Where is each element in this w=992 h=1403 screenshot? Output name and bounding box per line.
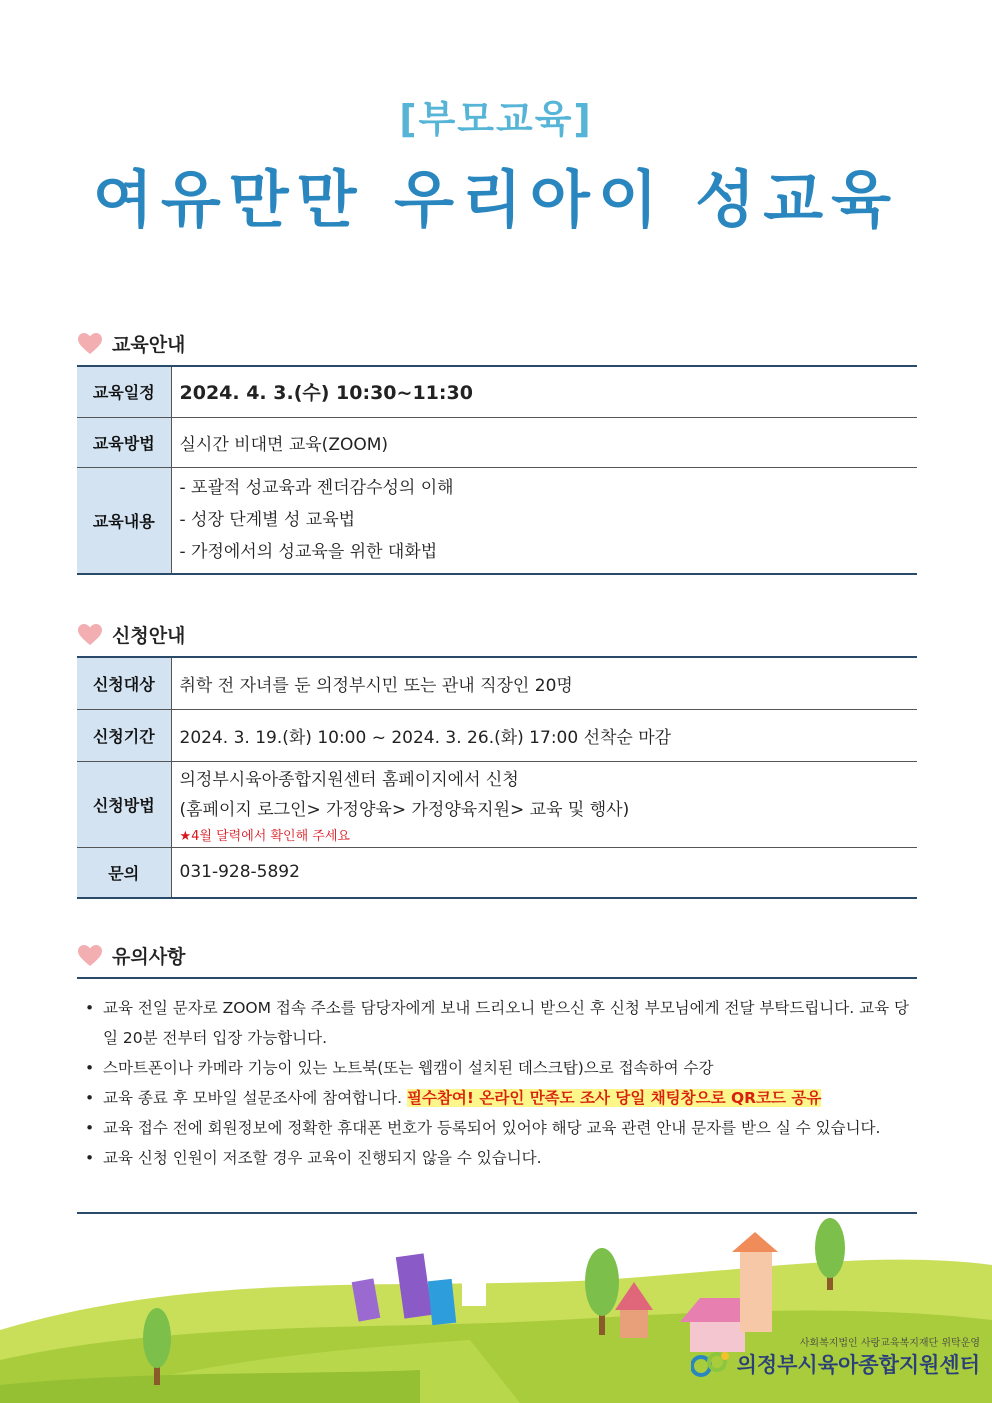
education-method: 실시간 비대면 교육(ZOOM) — [171, 417, 917, 467]
table-row — [77, 366, 917, 417]
row-label: 문의 — [77, 847, 171, 898]
bullet: • — [85, 999, 95, 1017]
poster-subtitle: [부모교육] — [399, 97, 593, 141]
table-row — [77, 657, 917, 709]
section-title: 신청안내 — [112, 625, 186, 647]
poster-title: 여유만만 우리아이 성교육 — [93, 163, 899, 236]
application-target: 취학 전 자녀를 둔 의정부시민 또는 관내 직장인 20명 — [171, 657, 917, 709]
method-path: (홈페이지 로그인> 가정양육> 가정양육지원> 교육 및 행사) — [179, 799, 630, 820]
row-label: 신청기간 — [77, 709, 171, 761]
table-row — [77, 417, 917, 467]
education-info-table — [77, 365, 917, 575]
notice-text: 교육 전일 문자로 ZOOM 접속 주소를 담당자에게 보내 드리오니 받으신 후 신청 부모님에게 전달 부탁드립니다. 교육 당일 20분 전부터 입장 가능합니다. — [103, 999, 909, 1047]
highlight-text: 필수참여! 온라인 만족도 조사 당일 채팅창으로 QR코드 공유 — [407, 1089, 822, 1107]
application-period: 2024. 3. 19.(화) 10:00 ~ 2024. 3. 26.(화) 17:00 선착순 마감 — [171, 709, 917, 761]
center-name-text: 의정부시육아종합지원센터 — [736, 1353, 980, 1377]
row-label: 교육내용 — [77, 467, 171, 574]
calendar-note: ★4월 달력에서 확인해 주세요 — [179, 828, 350, 844]
heart-icon — [78, 333, 102, 355]
bullet: • — [85, 1089, 95, 1107]
content-line: - 포괄적 성교육과 젠더감수성의 이해 — [179, 478, 454, 499]
list-item — [77, 1053, 917, 1083]
center-logo-icon — [691, 1350, 731, 1378]
row-label: 교육방법 — [77, 417, 171, 467]
operator-text: 사회복지법인 사랑교육복지재단 위탁운영 — [799, 1338, 980, 1349]
heart-icon — [78, 945, 102, 967]
application-info-table — [77, 656, 917, 899]
section-heading-notice — [78, 942, 185, 969]
list-item — [77, 1143, 917, 1173]
notice-list — [77, 979, 917, 1173]
table-row — [77, 847, 917, 898]
table-row — [77, 467, 917, 574]
education-content — [171, 467, 917, 574]
row-label: 신청대상 — [77, 657, 171, 709]
heart-icon — [78, 624, 102, 646]
section-title: 교육안내 — [112, 334, 186, 356]
table-row — [77, 761, 917, 847]
center-logo — [691, 1334, 980, 1379]
section-heading-education — [78, 330, 185, 357]
row-label: 신청방법 — [77, 761, 171, 847]
list-item — [77, 993, 917, 1053]
list-item — [77, 1083, 917, 1113]
application-method — [171, 761, 917, 847]
notice-text: 교육 신청 인원이 저조할 경우 교육이 진행되지 않을 수 있습니다. — [103, 1149, 542, 1167]
content-line: - 가정에서의 성교육을 위한 대화법 — [179, 542, 438, 563]
notice-text: 교육 종료 후 모바일 설문조사에 참여합니다. — [103, 1089, 408, 1107]
contact-phone: 031-928-5892 — [171, 847, 917, 898]
section-heading-application — [78, 621, 185, 648]
education-date: 2024. 4. 3.(수) 10:30~11:30 — [171, 366, 917, 417]
method-line: 의정부시육아종합지원센터 홈페이지에서 신청 — [179, 769, 519, 790]
table-row — [77, 709, 917, 761]
notice-text: 교육 접수 전에 회원정보에 정확한 휴대폰 번호가 등록되어 있어야 해당 교육 관련 안내 문자를 받으 실 수 있습니다. — [103, 1119, 881, 1137]
row-label: 교육일정 — [77, 366, 171, 417]
section-title: 유의사항 — [112, 946, 186, 968]
content-line: - 성장 단계별 성 교육법 — [179, 510, 356, 531]
bullet: • — [85, 1149, 95, 1167]
center-name — [691, 1349, 980, 1379]
list-item — [77, 1113, 917, 1143]
notice-box — [77, 977, 917, 1214]
bullet: • — [85, 1059, 95, 1077]
bullet: • — [85, 1119, 95, 1137]
notice-text: 스마트폰이나 카메라 기능이 있는 노트북(또는 웹캠이 설치된 데스크탑)으로 접속하여 수강 — [103, 1059, 714, 1077]
